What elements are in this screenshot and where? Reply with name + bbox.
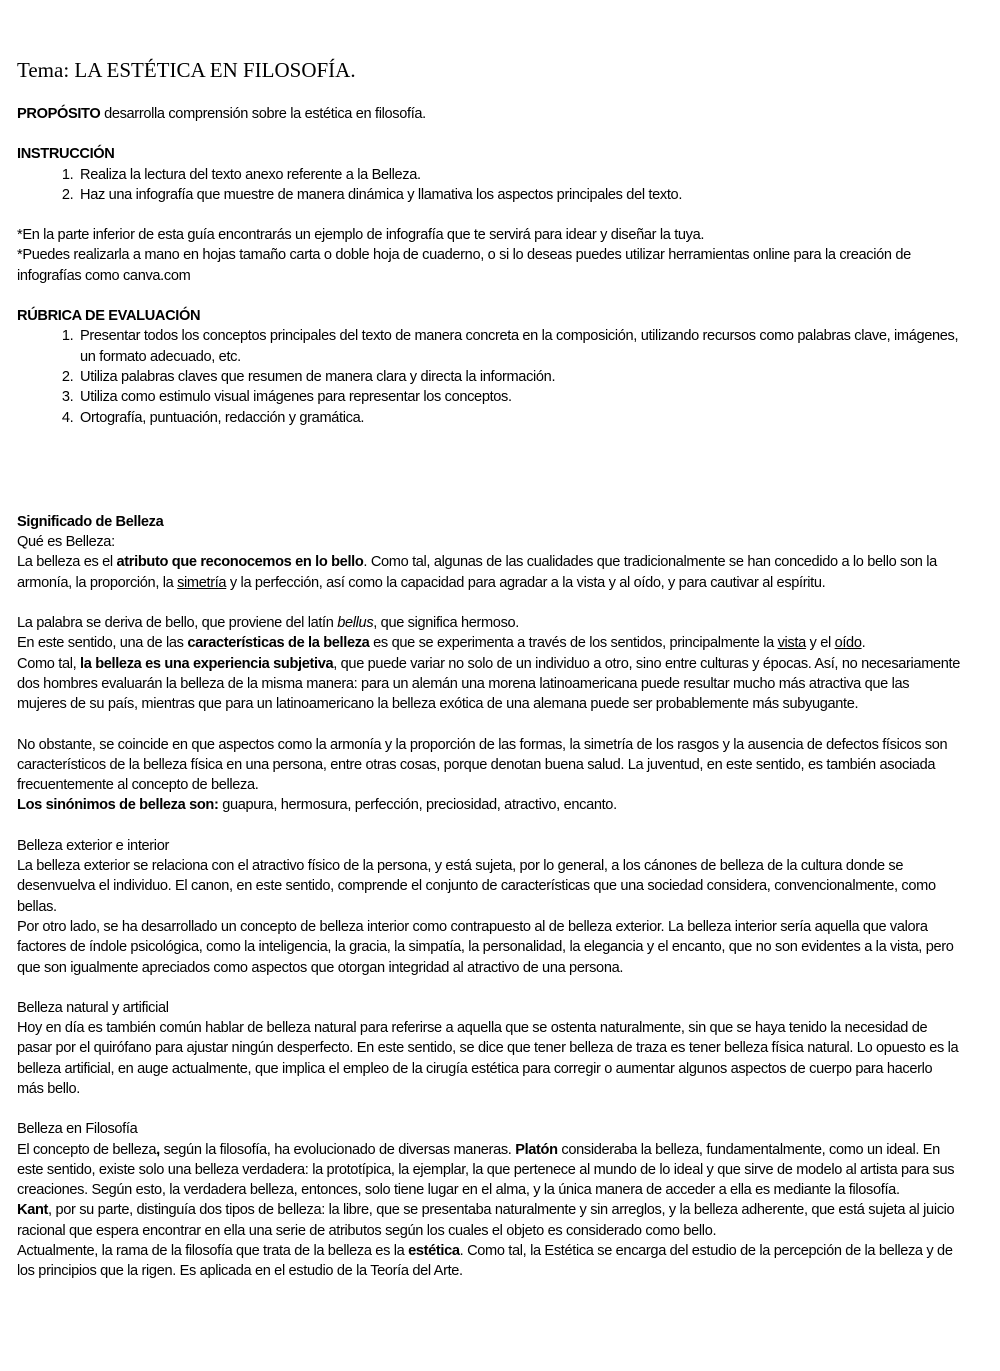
page-title: Tema: LA ESTÉTICA EN FILOSOFÍA. — [17, 58, 356, 82]
paragraph: La belleza es el atributo que reconocemos en lo bello. Como tal, algunas de las cualidades que tradicionalmente se han concedido a lo bello son la armonía, la proporción, la simetría y la perfección, así como la capacidad para agradar a la vista y al oído, y para cautivar al espíritu. — [17, 554, 937, 591]
synonyms-paragraph: Los sinónimos de belleza son: guapura, hermosura, perfección, preciosidad, atractivo, encanto. — [17, 797, 617, 814]
list-item: 2. Utiliza palabras claves que resumen de manera clara y directa la información. — [77, 367, 960, 387]
rubric-heading: RÚBRICA DE EVALUACIÓN — [17, 308, 201, 325]
exterior-heading: Belleza exterior e interior — [17, 837, 169, 854]
purpose-label: PROPÓSITO — [17, 106, 101, 122]
list-item: 4. Ortografía, puntuación, redacción y gramática. — [77, 408, 960, 428]
paragraph: La palabra se deriva de bello, que proviene del latín bellus, que significa hermoso. — [17, 615, 519, 632]
paragraph: La belleza exterior se relaciona con el atractivo físico de la persona, y está sujeta, por lo general, a los cánones de belleza de la cultura donde se desenvuelva el individuo. El canon, en este sentido, comprende el conjunto de características que una sociedad considera, convencionalmente, como bellas. — [17, 858, 936, 915]
reading-section — [17, 512, 960, 1282]
purpose-line — [17, 104, 960, 124]
rubric-section — [17, 306, 960, 428]
note-infographic-example: *En la parte inferior de esta guía encontrarás un ejemplo de infografía que te servirá para idear y diseñar la tuya. — [17, 227, 705, 244]
natural-heading: Belleza natural y artificial — [17, 999, 169, 1016]
reading-heading: Significado de Belleza — [17, 513, 164, 530]
paragraph: El concepto de belleza, según la filosofía, ha evolucionado de diversas maneras. Platón consideraba la belleza, fundamentalmente, como un ideal. En este sentido, existe solo una belleza verdadera: la prototípica, la ejemplar, la que pertenece al mundo de lo ideal y que sirve de modelo al artista para sus creaciones. Según esto, la verdadera belleza, entonces, solo tiene lugar en el alma, y la única manera de acceder a ella es mediante la filosofía. — [17, 1141, 955, 1199]
purpose-text: desarrolla comprensión sobre la estética en filosofía. — [100, 106, 426, 122]
philosophy-heading: Belleza en Filosofía — [17, 1121, 138, 1138]
list-item: 1. Presentar todos los conceptos principales del texto de manera concreta en la composición, utilizando recursos como palabras clave, imágenes, un formato adecuado, etc. — [77, 326, 960, 367]
paragraph: Actualmente, la rama de la filosofía que trata de la belleza es la estética. Como tal, la Estética se encarga del estudio de la percepción de la belleza y de los principios que la rigen. Es aplicada en el estudio de la Teoría del Arte. — [17, 1243, 953, 1280]
paragraph: Hoy en día es también común hablar de belleza natural para referirse a aquella que se ostenta naturalmente, sin que se haya tenido la necesidad de pasar por el quirófano para ajustar ningún desperfecto. En este sentido, se dice que tener belleza de traza es tener belleza física natural. Lo opuesto es la belleza artificial, en auge actualmente, que implica el empleo de la cirugía estética para corregir o aumentar algunos aspectos de cuerpo para hacerlo más bello. — [17, 1020, 959, 1097]
reading-subheading: Qué es Belleza: — [17, 534, 115, 551]
instruction-list — [17, 165, 960, 206]
instruction-section — [17, 144, 960, 205]
paragraph: Por otro lado, se ha desarrollado un concepto de belleza interior como contrapuesto al de belleza exterior. La belleza interior sería aquella que valora factores de índole psicológica, como la inteligencia, la gracia, la simpatía, la personalidad, la elegancia y el encanto, que no son evidentes a la vista, pero que son igualmente apreciados como aspectos que otorgan integridad al atractivo de una persona. — [17, 918, 954, 976]
list-item: 3. Utiliza como estimulo visual imágenes para representar los conceptos. — [77, 387, 960, 407]
instruction-notes — [17, 225, 960, 286]
paragraph: No obstante, se coincide en que aspectos como la armonía y la proporción de las formas, la simetría de los rasgos y la ausencia de defectos físicos son característicos de la belleza física en una persona, entre otras cosas, porque denotan buena salud. La juventud, en este sentido, es también asociada frecuentemente al concepto de belleza. — [17, 736, 948, 794]
list-item: 2. Haz una infografía que muestre de manera dinámica y llamativa los aspectos principales del texto. — [77, 185, 960, 205]
list-item: 1. Realiza la lectura del texto anexo referente a la Belleza. — [77, 165, 960, 185]
note-tools: *Puedes realizarla a mano en hojas tamaño carta o doble hoja de cuaderno, o si lo deseas puedes utilizar herramientas online para la creación de infografías como canva.com — [17, 247, 911, 284]
paragraph: En este sentido, una de las características de la belleza es que se experimenta a través de los sentidos, principalmente la vista y el oído. Como tal, la belleza es una experiencia subjetiva, que puede variar no solo de un individuo a otro, sino entre culturas y épocas. Así, no necesariamente dos hombres evaluarán la belleza de la misma manera: para un alemán una morena latinoamericana puede resultar mucho más atractiva que las mujeres de su país, mientras que para un latinoamericano la belleza exótica de una alemana puede ser probablemente más subyugante. — [17, 635, 961, 713]
paragraph: Kant, por su parte, distinguía dos tipos de belleza: la libre, que se presentaba naturalmente y sin arreglos, y la belleza adherente, que está sujeta al juicio racional que espera encontrar en ella una serie de atributos según los cuales el objeto es considerado como bello. — [17, 1202, 955, 1239]
rubric-list — [17, 326, 960, 427]
instruction-heading: INSTRUCCIÓN — [17, 146, 115, 163]
